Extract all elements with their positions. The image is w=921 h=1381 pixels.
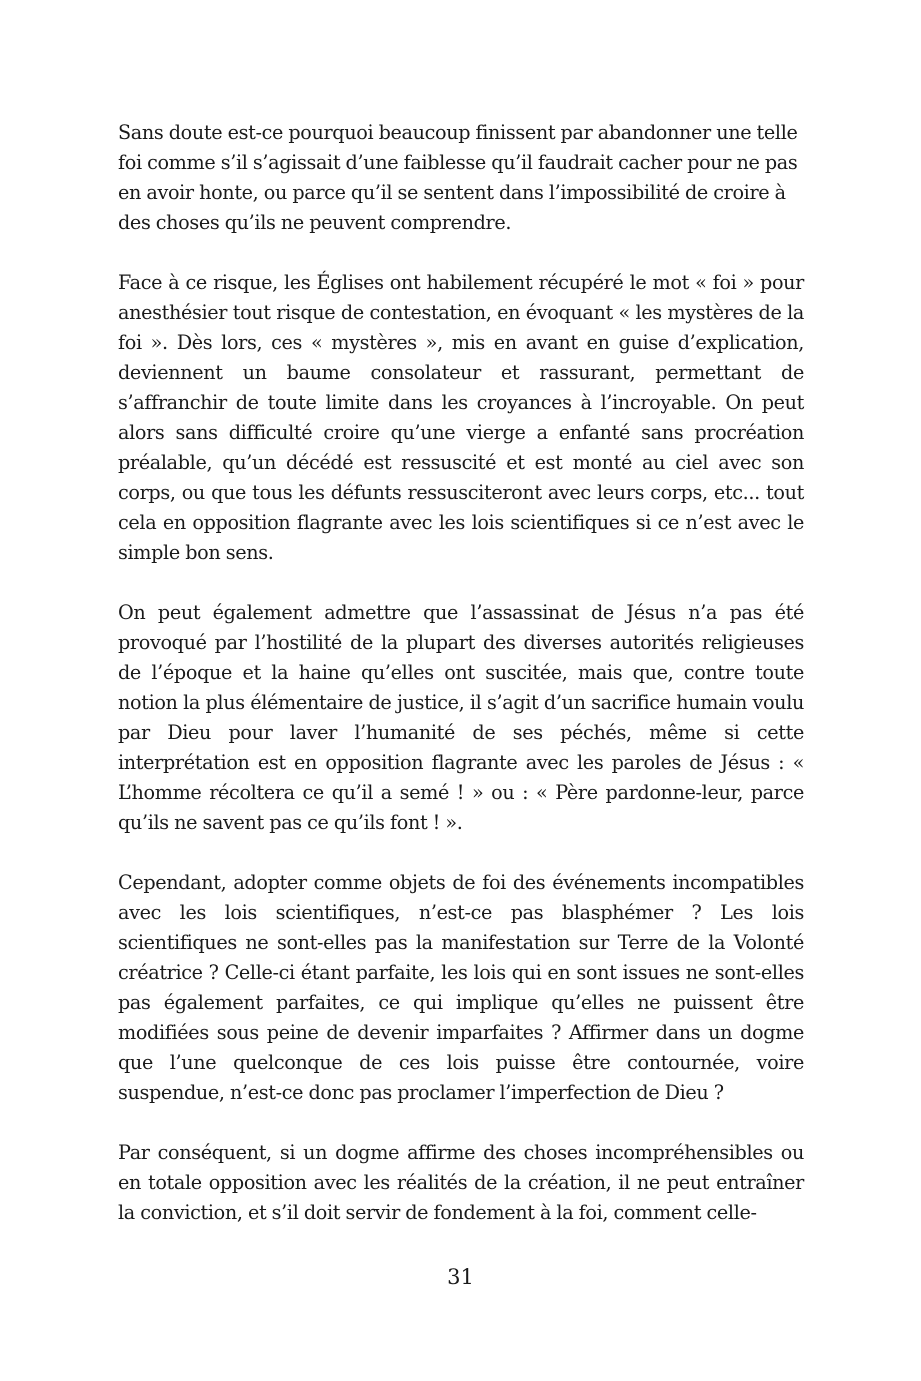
paragraph-3: On peut également admettre que l’assassinat de Jésus n’a pas été provoqué par l’hostilité de la plupart des diverses autorités religieuses de l’époque et la haine qu’elles ont suscitée, mais que, contre toute notion la plus élémentaire de justice, il s’agit d’un sacrifice humain voulu par Dieu pour laver l’humanité de ses péchés, même si cette interprétation est en opposition flagrante avec les paroles de Jésus : « L’homme récoltera ce qu’il a semé ! » ou : « Père pardonne-leur, parce qu’ils ne savent pas ce qu’ils font ! ».: [118, 601, 804, 834]
paragraph-4: Cependant, adopter comme objets de foi des événements incompatibles avec les lois scientifiques, n’est-ce pas blasphémer ? Les lois scientifiques ne sont-elles pas la manifestation sur Terre de la Volonté créatrice ? Celle-ci étant parfaite, les lois qui en sont issues ne sont-elles pas également parfaites, ce qui implique qu’elles ne puissent être modifiées sous peine de devenir imparfaites ? Affirmer dans un dogme que l’une quelconque de ces lois puisse être contournée, voire suspendue, n’est-ce donc pas proclamer l’imperfection de Dieu ?: [118, 871, 804, 1104]
paragraph-2: Face à ce risque, les Églises ont habilement récupéré le mot « foi » pour anesthésier tout risque de contestation, en évoquant « les mystères de la foi ». Dès lors, ces « mystères », mis en avant en guise d’explication, deviennent un baume consolateur et rassurant, permettant de s’affranchir de toute limite dans les croyances à l’incroyable. On peut alors sans difficulté croire qu’une vierge a enfanté sans procréation préalable, qu’un décédé est ressuscité et est monté au ciel avec son corps, ou que tous les défunts ressusciteront avec leurs corps, etc... tout cela en opposition flagrante avec les lois scientifiques si ce n’est avec le simple bon sens.: [118, 271, 804, 564]
paragraph-5: Par conséquent, si un dogme affirme des choses incompréhensibles ou en totale opposition avec les réalités de la création, il ne peut entraîner la conviction, et s’il doit servir de fondement à la foi, comment celle-: [118, 1141, 804, 1224]
paragraph-1: Sans doute est-ce pourquoi beaucoup finissent par abandonner une telle foi comme s’il s’agissait d’une faiblesse qu’il faudrait cacher pour ne pas en avoir honte, ou parce qu’il se sentent dans l’impossibilité de croire à des choses qu’ils ne peuvent comprendre.: [118, 121, 798, 234]
page-number: 31: [447, 1265, 474, 1289]
page-body: [118, 118, 804, 1258]
